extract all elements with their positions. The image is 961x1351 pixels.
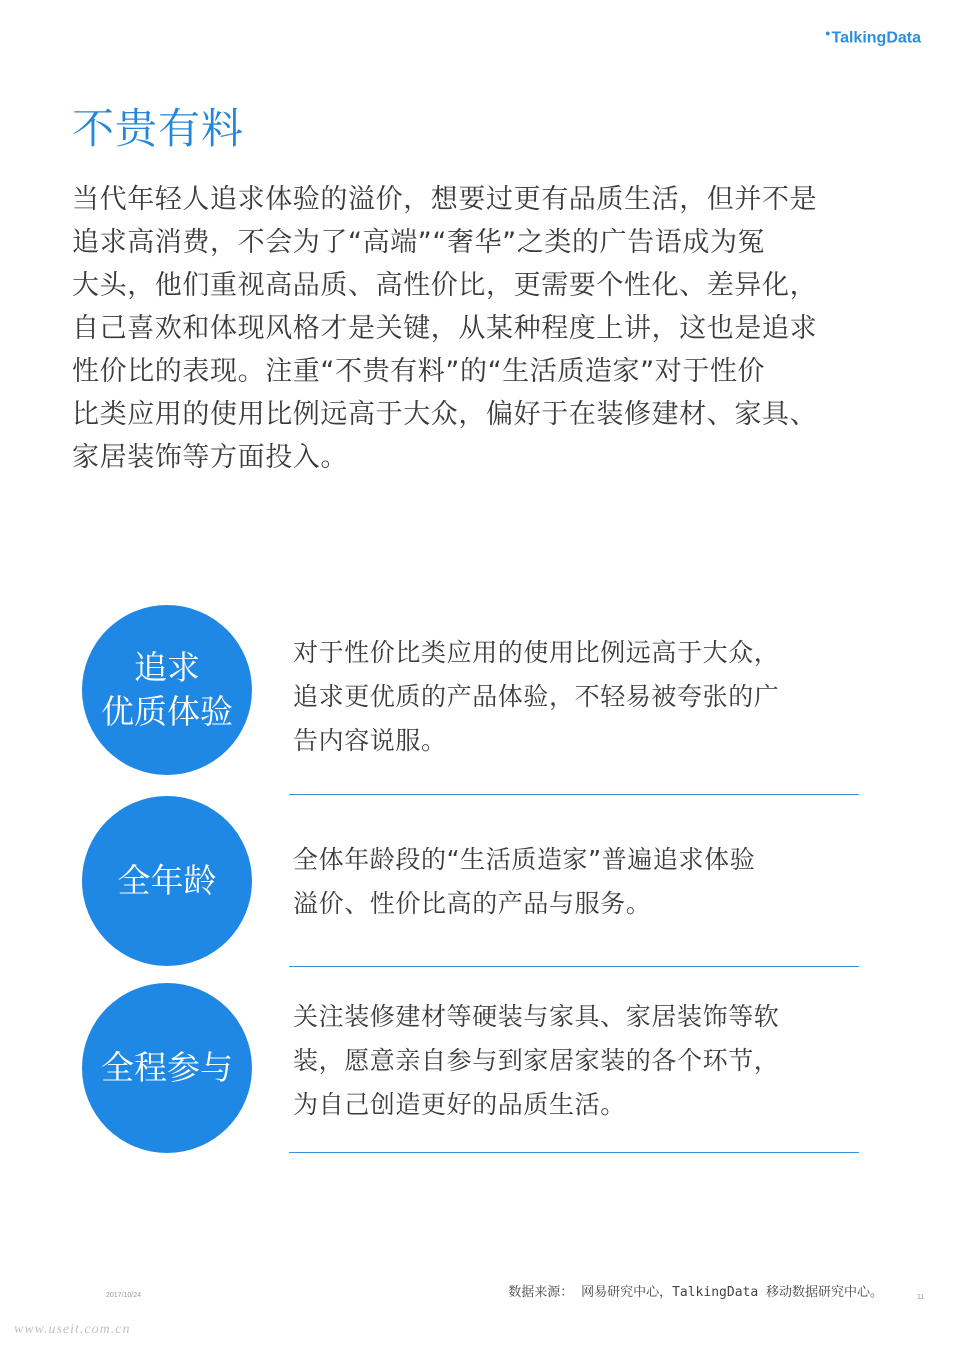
feature-line: 关注装修建材等硬装与家具、家居装饰等软: [293, 1002, 780, 1031]
intro-line: 大头，他们重视高品质、高性价比，更需要个性化、差异化，: [72, 270, 818, 301]
feature-line: 全体年龄段的“生活质造家”普遍追求体验: [293, 845, 756, 874]
data-source-note: 数据来源： 网易研究中心，TalkingData 移动数据研究中心。: [508, 1285, 883, 1300]
talkingdata-logo: [825, 28, 921, 47]
feature-badge-circle: [82, 796, 252, 966]
feature-description: [293, 631, 863, 763]
feature-description: [293, 995, 863, 1127]
divider: [289, 966, 859, 967]
watermark: www.useit.com.cn: [14, 1322, 131, 1337]
feature-line: 溢价、性价比高的产品与服务。: [293, 889, 652, 918]
intro-line: 当代年轻人追求体验的溢价，想要过更有品质生活，但并不是: [72, 184, 818, 215]
feature-description: [293, 838, 863, 926]
feature-badge-circle: [82, 983, 252, 1153]
divider: [289, 794, 859, 795]
intro-line: 追求高消费，不会为了“高端”“奢华”之类的广告语成为冤: [72, 227, 766, 258]
intro-paragraph: [72, 178, 887, 479]
intro-line: 自己喜欢和体现风格才是关键，从某种程度上讲，这也是追求: [72, 313, 818, 344]
badge-label: 全年龄: [117, 861, 217, 900]
feature-line: 装，愿意亲自参与到家居家装的各个环节，: [293, 1046, 780, 1075]
feature-line: 告内容说服。: [293, 726, 447, 755]
page-number: 11: [917, 1294, 925, 1301]
intro-line: 家居装饰等方面投入。: [72, 442, 348, 473]
feature-line: 追求更优质的产品体验，不轻易被夸张的广: [293, 682, 780, 711]
badge-label: 优质体验: [101, 692, 233, 731]
badge-label: 全程参与: [101, 1048, 233, 1087]
intro-line: 性价比的表现。注重“不贵有料”的“生活质造家”对于性价: [72, 356, 766, 387]
logo-dot-icon: ●: [825, 28, 831, 38]
intro-line: 比类应用的使用比例远高于大众，偏好于在装修建材、家具、: [72, 399, 818, 430]
feature-line: 为自己创造更好的品质生活。: [293, 1090, 626, 1119]
divider: [289, 1152, 859, 1153]
page-title: 不贵有料: [72, 104, 245, 153]
logo-text: TalkingData: [831, 29, 921, 47]
badge-label: 追求: [134, 648, 200, 687]
feature-line: 对于性价比类应用的使用比例远高于大众，: [293, 638, 780, 667]
footer-date: 2017/10/24: [106, 1292, 142, 1299]
feature-badge-circle: [82, 605, 252, 775]
